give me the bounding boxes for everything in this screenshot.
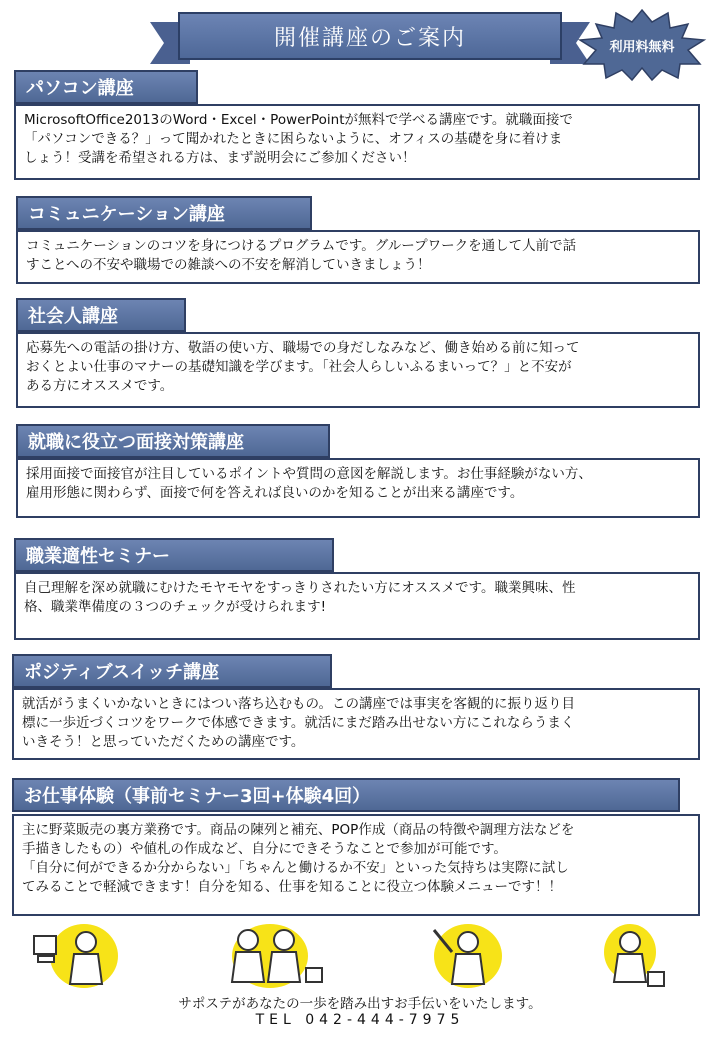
section-line: 応募先への電話の掛け方、敬語の使い方、職場での身だしなみなど、働き始める前に知って [26,340,580,356]
section-title: 職業適性セミナー [14,538,334,572]
section-line: 格、職業準備度の３つのチェックが受けられます! [24,599,327,615]
section-line: 「パソコンできる？」って聞かれたときに困らないように、オフィスの基礎を身に着けま [24,131,563,147]
section-line: 主に野菜販売の裏方業務です。商品の陳列と補充、POP作成（商品の特徴や調理方法などを [22,822,575,838]
section-line: 自己理解を深め就職にむけたモヤモヤをすっきりされたい方にオススメです。職業興味、性 [24,580,576,596]
section-title: お仕事体験（事前セミナー3回+体験4回） [12,778,680,812]
footer-message: サポステがあなたの一歩を踏み出すお手伝いをいたします。 [178,996,542,1012]
header-ribbon [150,8,590,68]
section-line: コミュニケーションのコツを身につけるプログラムです。グループワークを通して人前で話 [26,238,577,254]
section-line: てみることで軽減できます！自分を知る、仕事を知ることに役立つ体験メニューです！！ [22,879,562,895]
section-line: いきそう！と思っていただくための講座です。 [22,734,305,750]
section-title: コミュニケーション講座 [16,196,312,230]
free-badge-label: 利用料無料 [609,39,675,55]
section-line: 手描きしたもの）や値札の作成など、自分にできそうなことで参加が可能です。 [22,841,507,857]
section-line: 標に一歩近づくコツをワークで体感できます。就活にまだ踏み出せない方にこれならうまく [22,715,575,731]
free-badge [572,8,712,82]
section-line: すことへの不安や職場での雑談への不安を解消していきましょう！ [26,257,431,273]
section-line: 「自分に何ができるか分からない」「ちゃんと働けるか不安」といった気持ちは実際に試し [22,860,569,876]
section-title: パソコン講座 [14,70,198,104]
section-line: MicrosoftOffice2013のWord・Excel・PowerPointが無料で学べる講座です。就職面接で [24,112,573,128]
section-title: 社会人講座 [16,298,186,332]
computer-person-illustration [30,922,120,996]
section-line: しょう！受講を希望される方は、まず説明会にご参加ください！ [24,150,416,166]
section-line: 採用面接で面接官が注目しているポイントや質問の意図を解説します。お仕事経験がない方、 [26,466,592,482]
section-line: 雇用形態に関わらず、面接で何を答えれば良いのかを知ることが出来る講座です。 [26,485,524,501]
section-line: おくとよい仕事のマナーの基礎知識を学びます。「社会人らしいふるまいって？」と不安が [26,359,572,375]
section-body [12,814,700,916]
bag-person-illustration [600,922,670,996]
page-title: 開催講座のご案内 [178,12,562,60]
section-title: ポジティブスイッチ講座 [12,654,332,688]
section-body [12,688,700,760]
pen-person-illustration [426,922,506,996]
section-body [16,458,700,518]
section-body [16,332,700,408]
two-people-illustration [218,920,328,994]
section-title: 就職に役立つ面接対策講座 [16,424,330,458]
footer-tel: TEL 042-444-7975 [255,1012,465,1028]
section-body [16,230,700,284]
section-line: ある方にオススメです。 [26,378,174,394]
section-line: 就活がうまくいかないときにはつい落ち込むもの。この講座では事実を客観的に振り返り目 [22,696,575,712]
section-body [14,572,700,640]
section-body [14,104,700,180]
